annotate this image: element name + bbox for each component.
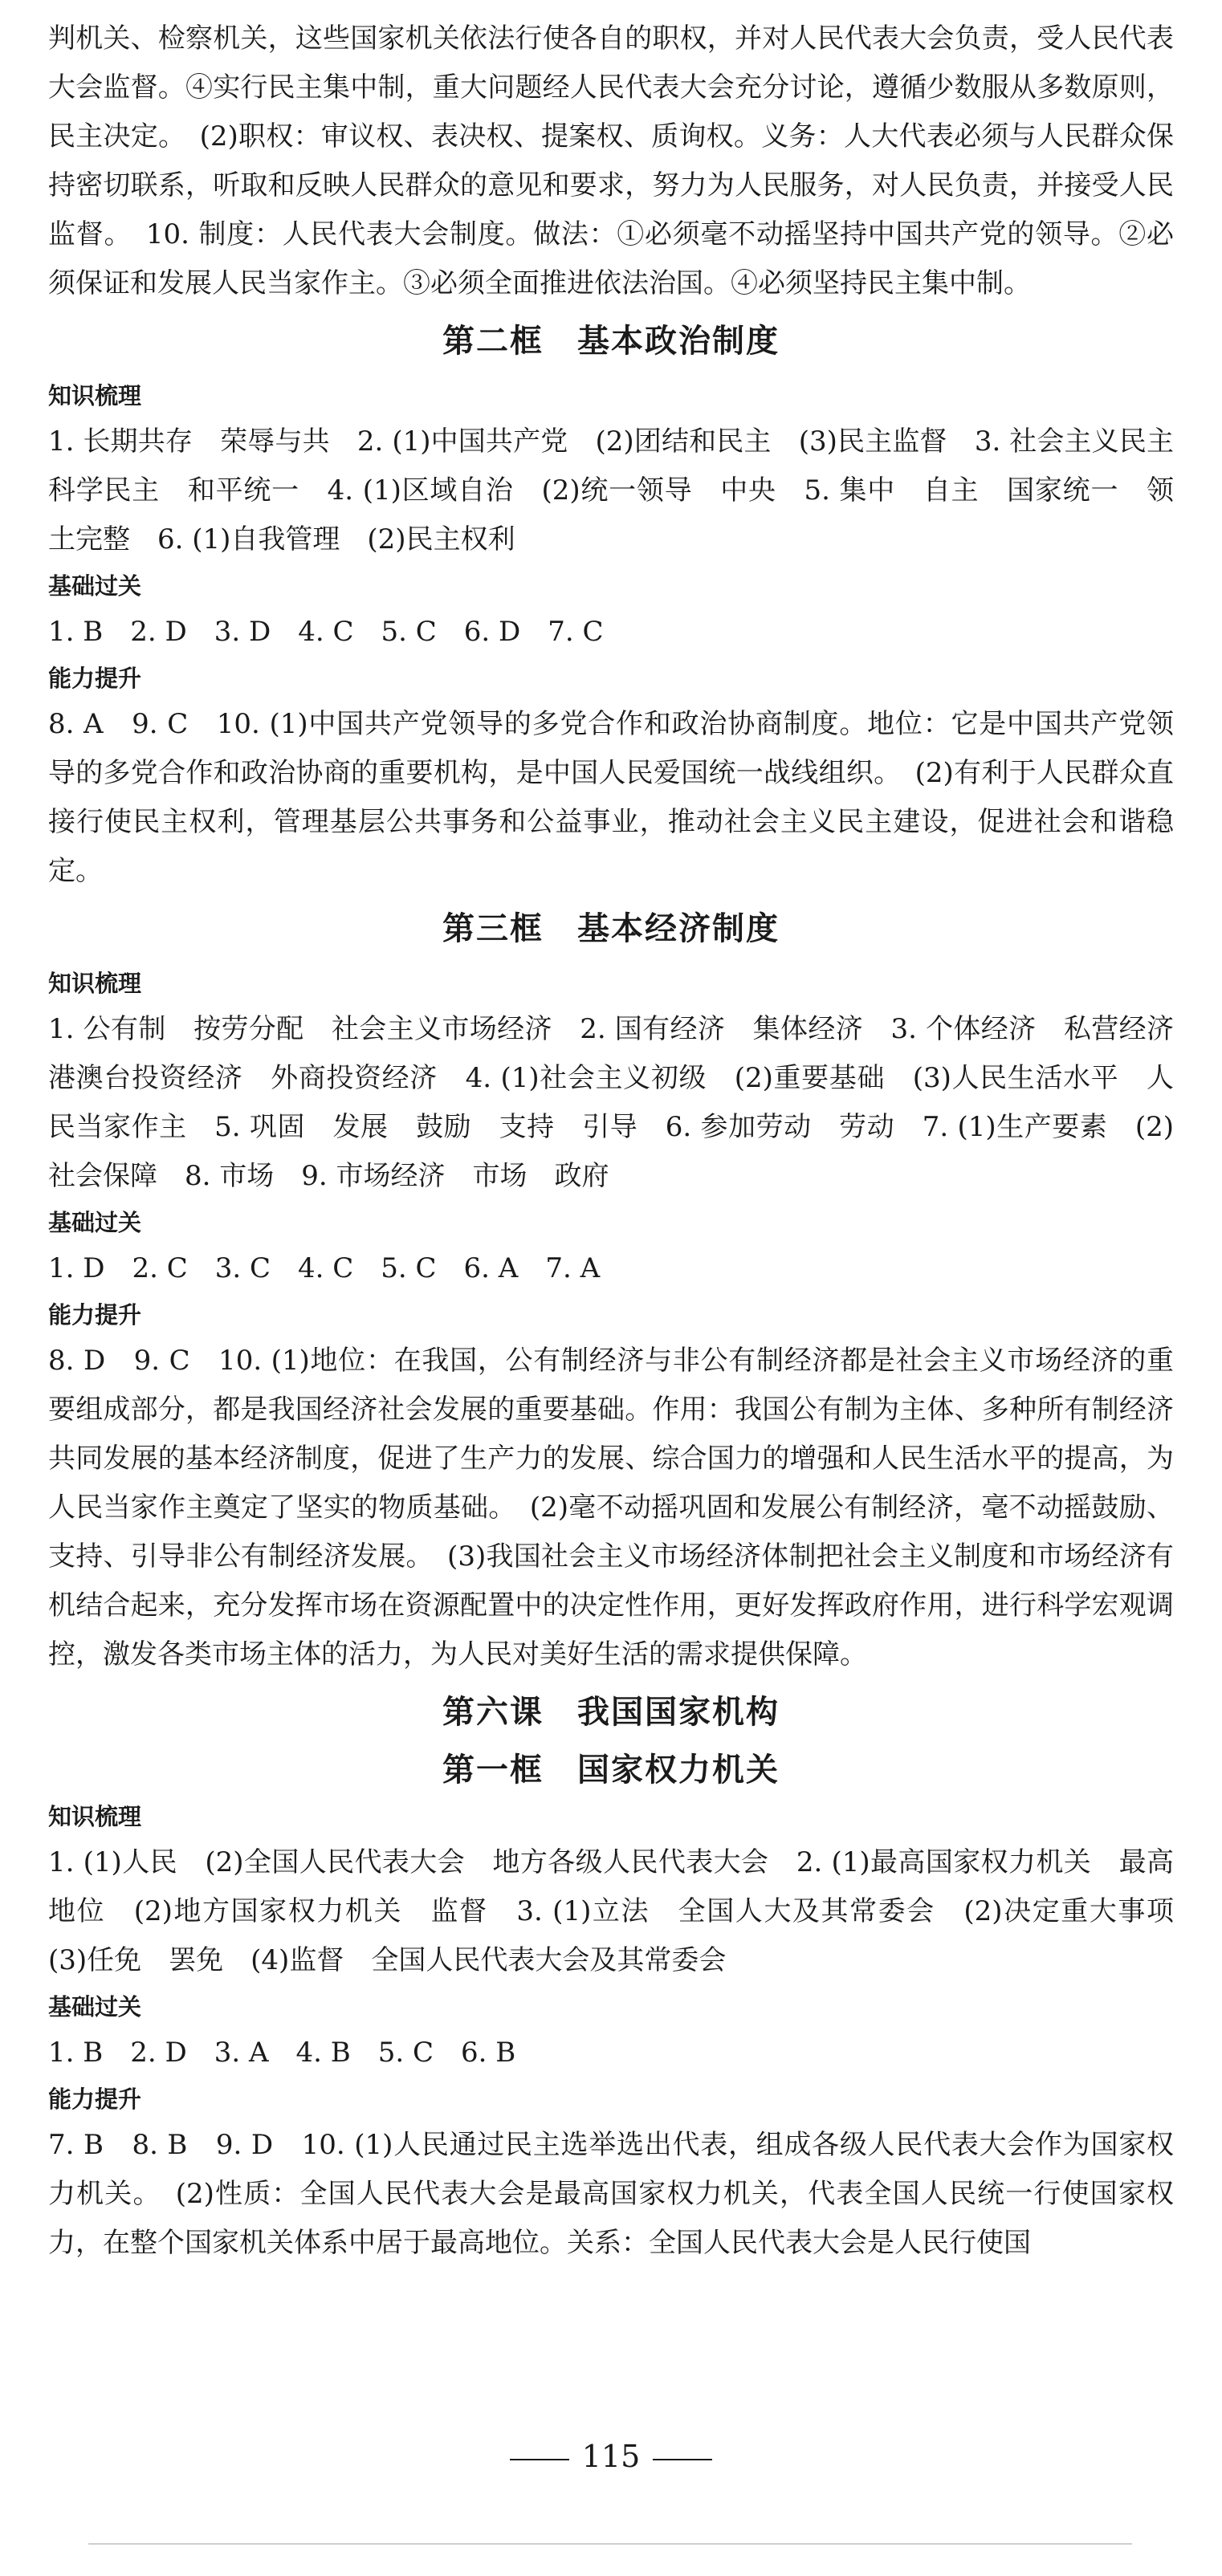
- basic-practice-answers: 1. B 2. D 3. A 4. B 5. C 6. B: [48, 2037, 516, 2069]
- knowledge-review-text: 1. (1)人民 (2)全国人民代表大会 地方各级人民代表大会 2. (1)最高国家权力机关 最高地位 (2)地方国家权力机关 监督 3. (1)立法 全国人大及其常委会 (2)决定重大事项 (3)任免 罢免 (4)监督 全国人民代表大会及其常委会: [48, 1846, 1201, 1976]
- basic-practice-heading: 基础过关: [48, 572, 142, 600]
- answer-page: [48, 14, 1201, 2268]
- basic-practice-answers: 1. B 2. D 3. D 4. C 5. C 6. D 7. C: [48, 616, 604, 648]
- basic-practice-heading: 基础过关: [48, 1993, 142, 2021]
- ability-improvement-text: 7. B 8. B 9. D 10. (1)人民通过民主选举选出代表，组成各级人民代表大会作为国家权力机关。 (2)性质：全国人民代表大会是最高国家权力机关，代表全国人民统一行使国家权力，在整个国家机关体系中居于最高地位。关系：全国人民代表大会是人民行使国: [48, 2129, 1174, 2259]
- basic-practice-answers: 1. D 2. C 3. C 4. C 5. C 6. A 7. A: [48, 1252, 601, 1284]
- knowledge-review-heading: 知识梳理: [48, 382, 142, 409]
- knowledge-review-text: 1. 长期共存 荣辱与共 2. (1)中国共产党 (2)团结和民主 (3)民主监督 3. 社会主义民主 科学民主 和平统一 4. (1)区域自治 (2)统一领导 中央 5. 集中 自主 国家统一 领土完整 6. (1)自我管理 (2)民主权利: [48, 425, 1201, 555]
- footer-dash-right: [653, 2459, 712, 2460]
- lesson-title-state-organs: 第六课 我国国家机构: [442, 1694, 780, 1731]
- knowledge-review-heading: 知识梳理: [48, 1803, 142, 1830]
- footer-dash-left: [510, 2459, 569, 2460]
- ability-improvement-text: 8. D 9. C 10. (1)地位：在我国，公有制经济与非公有制经济都是社会主义市场经济的重要组成部分，都是我国经济社会发展的重要基础。作用：我国公有制为主体、多种所有制经济共同发展的基本经济制度，促进了生产力的发展、综合国力的增强和人民生活水平的提高，为人民当家作主奠定了坚实的物质基础。 (2)毫不动摇巩固和发展公有制经济，毫不动摇鼓励、支持、引导非公有制经济发展。 (3)我国社会主义市场经济体制把社会主义制度和市场经济有机结合起来，充分发挥市场在资源配置中的决定性作用，更好发挥政府作用，进行科学宏观调控，激发各类市场主体的活力，为人民对美好生活的需求提供保障。: [48, 1345, 1174, 1671]
- section-title-basic-economic-system: 第三框 基本经济制度: [442, 910, 780, 947]
- section-title-basic-political-system: 第二框 基本政治制度: [442, 323, 780, 360]
- ability-improvement-heading: 能力提升: [48, 665, 142, 692]
- knowledge-review-text: 1. 公有制 按劳分配 社会主义市场经济 2. 国有经济 集体经济 3. 个体经济 私营经济 港澳台投资经济 外商投资经济 4. (1)社会主义初级 (2)重要基础 (3)人民生活水平 人民当家作主 5. 巩固 发展 鼓励 支持 引导 6. 参加劳动 劳动 7. (1)生产要素 (2)社会保障 8. 市场 9. 市场经济 市场 政府: [48, 1013, 1201, 1192]
- bottom-rule: [88, 2543, 1132, 2545]
- page-number: 115: [581, 2439, 641, 2474]
- section-title-state-power-organs: 第一框 国家权力机关: [442, 1752, 780, 1789]
- ability-improvement-heading: 能力提升: [48, 2086, 142, 2113]
- knowledge-review-heading: 知识梳理: [48, 970, 142, 997]
- page-footer: [0, 2432, 1222, 2480]
- ability-improvement-text: 8. A 9. C 10. (1)中国共产党领导的多党合作和政治协商制度。地位：它是中国共产党领导的多党合作和政治协商的重要机构，是中国人民爱国统一战线组织。 (2)有利于人民群众直接行使民主权利，管理基层公共事务和公益事业，推动社会主义民主建设，促进社会和谐稳定。: [48, 708, 1174, 887]
- intro-paragraph: 判机关、检察机关，这些国家机关依法行使各自的职权，并对人民代表大会负责，受人民代表大会监督。④实行民主集中制，重大问题经人民代表大会充分讨论，遵循少数服从多数原则，民主决定。 (2)职权：审议权、表决权、提案权、质询权。义务：人大代表必须与人民群众保持密切联系，听取和反映人民群众的意见和要求，努力为人民服务，对人民负责，并接受人民监督。 10. 制度：人民代表大会制度。做法：①必须毫不动摇坚持中国共产党的领导。②必须保证和发展人民当家作主。③必须全面推进依法治国。④必须坚持民主集中制。: [48, 22, 1174, 299]
- ability-improvement-heading: 能力提升: [48, 1301, 142, 1329]
- basic-practice-heading: 基础过关: [48, 1209, 142, 1236]
